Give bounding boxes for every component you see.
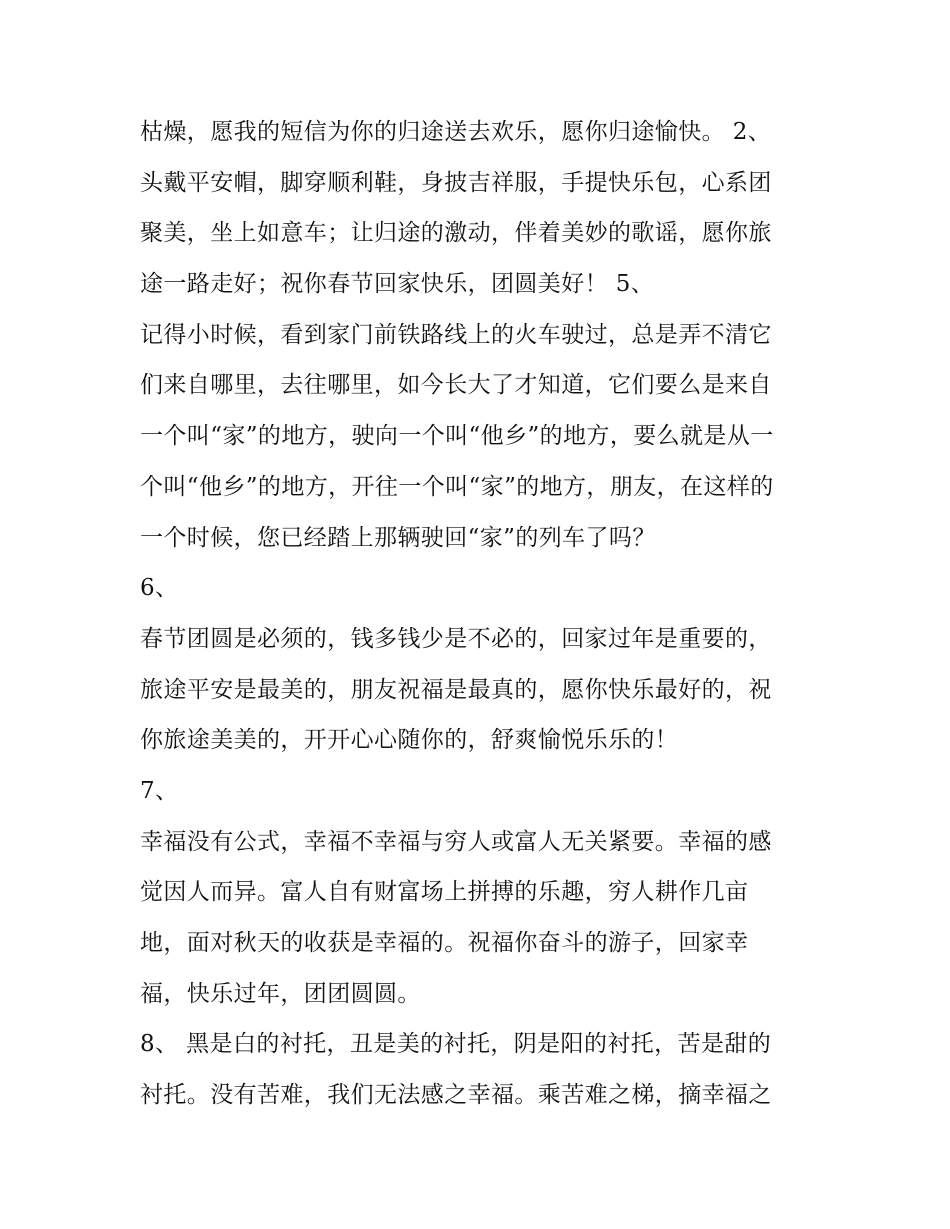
text-line: 个叫“他乡”的地方，开往一个叫“家”的地方，朋友，在这样的 <box>140 473 774 500</box>
text-line: 聚美，坐上如意车；让归途的激动，伴着美妙的歌谣，愿你旅 <box>140 220 772 247</box>
text-line: 记得小时候，看到家门前铁路线上的火车驶过，总是弄不清它 <box>140 321 772 348</box>
text-line: 春节团圆是必须的，钱多钱少是不必的，回家过年是重要的， <box>140 625 772 652</box>
text-line: 幸福没有公式，幸福不幸福与穷人或富人无关紧要。幸福的感 <box>140 828 772 855</box>
text-line: 们来自哪里，去往哪里，如今长大了才知道，它们要么是来自 <box>140 372 772 399</box>
text-line: 衬托。没有苦难，我们无法感之幸福。乘苦难之梯，摘幸福之 <box>140 1082 772 1109</box>
text-line: 途一路走好；祝你春节回家快乐，团圆美好！ 5、 <box>140 271 655 298</box>
body-text <box>140 107 830 1121</box>
text-line: 福，快乐过年，团团圆圆。 <box>140 980 421 1007</box>
text-line: 8、 黑是白的衬托，丑是美的衬托，阴是阳的衬托，苦是甜的 <box>140 1031 772 1058</box>
text-line: 枯燥，愿我的短信为你的归途送去欢乐，愿你归途愉快。 2、 <box>140 119 772 145</box>
text-line: 旅途平安是最美的，朋友祝福是最真的，愿你快乐最好的，祝 <box>140 676 772 703</box>
text-line: 地，面对秋天的收获是幸福的。祝福你奋斗的游子，回家幸 <box>140 930 749 956</box>
section-number: 6、 <box>140 575 179 602</box>
text-line: 一个叫“家”的地方，驶向一个叫“他乡”的地方，要么就是从一 <box>140 423 774 450</box>
text-line: 觉因人而异。富人自有财富场上拼搏的乐趣，穷人耕作几亩 <box>140 879 749 906</box>
section-number: 7、 <box>140 777 179 804</box>
text-line: 头戴平安帽，脚穿顺利鞋，身披吉祥服，手提快乐包，心系团 <box>140 169 772 196</box>
text-line: 一个时候，您已经踏上那辆驶回“家”的列车了吗？ <box>140 524 656 551</box>
text-line: 你旅途美美的，开开心心随你的，舒爽愉悦乐乐的！ <box>140 727 679 754</box>
